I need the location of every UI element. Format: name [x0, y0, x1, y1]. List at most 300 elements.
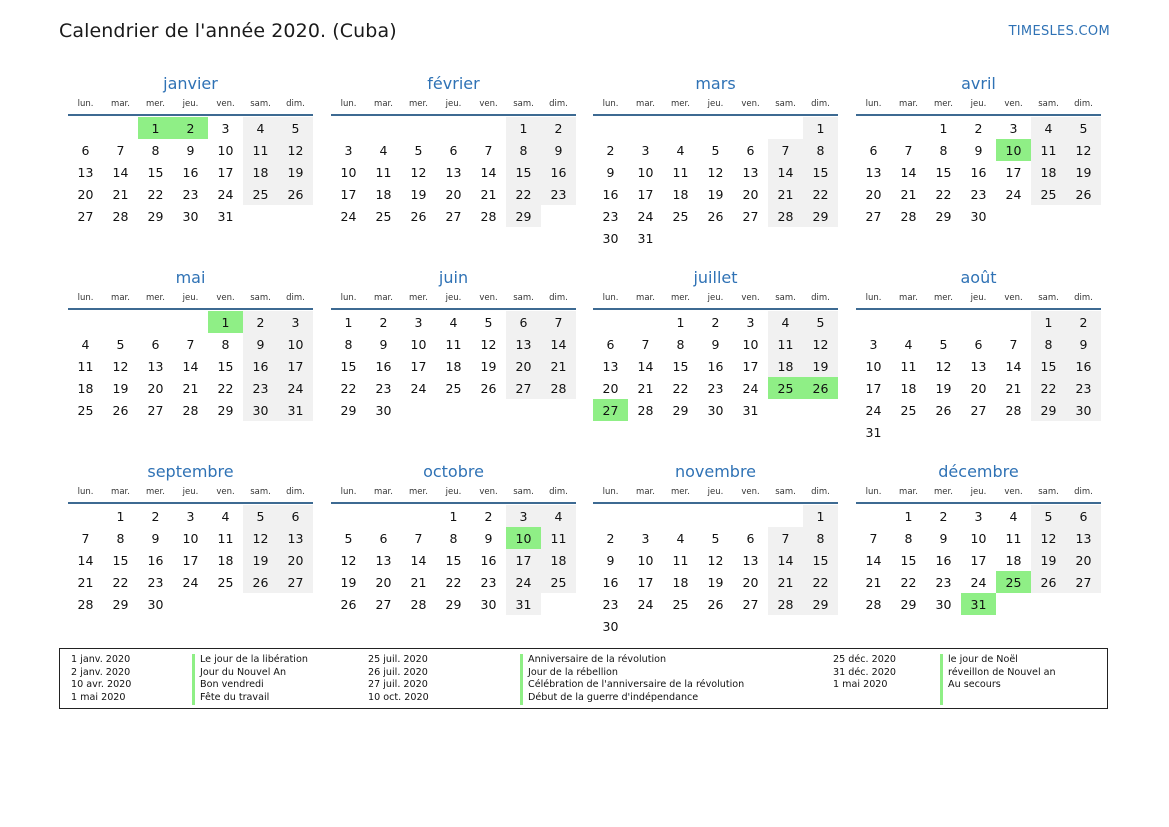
legend-holiday-name: le jour de Noël	[948, 654, 1018, 665]
day-cell: 21	[182, 380, 199, 396]
holiday-day-cell: 27	[593, 399, 628, 421]
day-cell: 8	[221, 336, 230, 352]
day-cell: 22	[147, 186, 164, 202]
day-cell: 30	[182, 208, 199, 224]
day-cell: 3	[641, 530, 650, 546]
day-cell: 17	[182, 552, 199, 568]
day-cell: 3	[221, 120, 230, 136]
day-cell: 26	[340, 596, 357, 612]
day-cell: 6	[746, 530, 755, 546]
day-cell: 2	[711, 314, 720, 330]
day-cell: 25	[1031, 183, 1066, 205]
day-cell: 8	[1031, 333, 1066, 355]
day-cell: 26	[707, 208, 724, 224]
day-cell: 13	[445, 164, 462, 180]
day-cell: 18	[445, 358, 462, 374]
day-cell: 10	[970, 530, 987, 546]
holiday-day-cell: 1	[138, 117, 173, 139]
weekday-label: dim.	[286, 293, 305, 303]
day-cell: 5	[939, 336, 948, 352]
day-cell: 22	[803, 571, 838, 593]
day-cell: 18	[672, 186, 689, 202]
holiday-day-cell: 10	[996, 139, 1031, 161]
day-cell: 13	[970, 358, 987, 374]
day-cell: 22	[803, 183, 838, 205]
empty-day-cell	[103, 117, 138, 139]
legend-holiday-name: Anniversaire de la révolution	[528, 654, 667, 665]
day-cell: 28	[480, 208, 497, 224]
day-cell: 13	[865, 164, 882, 180]
day-cell: 13	[1066, 527, 1101, 549]
day-cell: 20	[278, 549, 313, 571]
day-cell: 16	[243, 355, 278, 377]
weekday-label: dim.	[286, 99, 305, 109]
day-cell: 9	[541, 139, 576, 161]
day-cell: 19	[707, 574, 724, 590]
day-cell: 29	[935, 208, 952, 224]
weekday-label: mer.	[146, 99, 165, 109]
day-cell: 31	[865, 424, 882, 440]
weekday-label: sam.	[250, 99, 271, 109]
day-cell: 4	[1031, 117, 1066, 139]
holiday-legend	[59, 648, 1108, 709]
day-cell: 17	[410, 358, 427, 374]
day-cell: 2	[939, 508, 948, 524]
day-cell: 24	[865, 402, 882, 418]
day-cell: 1	[1031, 311, 1066, 333]
day-cell: 9	[606, 164, 615, 180]
day-cell: 27	[506, 377, 541, 399]
day-cell: 14	[865, 552, 882, 568]
brand-link[interactable]: TIMESLES.COM	[1008, 24, 1110, 39]
day-cell: 15	[803, 549, 838, 571]
day-cell: 12	[480, 336, 497, 352]
empty-day-cell	[856, 311, 891, 333]
day-cell: 1	[449, 508, 458, 524]
day-cell: 12	[935, 358, 952, 374]
day-cell: 22	[935, 186, 952, 202]
day-cell: 30	[935, 596, 952, 612]
weekday-label: dim.	[286, 487, 305, 497]
day-cell: 14	[541, 333, 576, 355]
day-cell: 10	[182, 530, 199, 546]
day-cell: 30	[1066, 399, 1101, 421]
month-block	[331, 74, 576, 227]
day-cell: 12	[707, 552, 724, 568]
legend-date: 10 oct. 2020	[368, 691, 429, 703]
weekday-label: lun.	[77, 99, 94, 109]
weekday-label: mar.	[899, 487, 918, 497]
days-grid	[856, 311, 1101, 443]
month-name: décembre	[938, 462, 1019, 481]
empty-day-cell	[471, 117, 506, 139]
weekday-label: dim.	[1074, 99, 1093, 109]
day-cell: 5	[484, 314, 493, 330]
day-cell: 17	[970, 552, 987, 568]
day-cell: 14	[410, 552, 427, 568]
day-cell: 28	[112, 208, 129, 224]
day-cell: 10	[637, 552, 654, 568]
day-cell: 29	[506, 205, 541, 227]
weekday-label: sam.	[775, 487, 796, 497]
legend-date: 27 juil. 2020	[368, 679, 428, 691]
day-cell: 30	[375, 402, 392, 418]
day-cell: 11	[672, 552, 689, 568]
day-cell: 23	[707, 380, 724, 396]
day-cell: 14	[637, 358, 654, 374]
day-cell: 24	[637, 208, 654, 224]
day-cell: 3	[974, 508, 983, 524]
day-cell: 1	[676, 314, 685, 330]
legend-color-bar	[940, 654, 943, 705]
day-cell: 28	[637, 402, 654, 418]
empty-day-cell	[436, 117, 471, 139]
day-cell: 2	[606, 142, 615, 158]
day-cell: 16	[602, 186, 619, 202]
day-cell: 16	[707, 358, 724, 374]
weekday-label: ven.	[216, 99, 235, 109]
day-cell: 23	[935, 574, 952, 590]
day-cell: 30	[480, 596, 497, 612]
weekday-label: mar.	[899, 99, 918, 109]
day-cell: 24	[340, 208, 357, 224]
month-divider	[856, 502, 1101, 504]
weekday-label: mer.	[671, 487, 690, 497]
day-cell: 7	[116, 142, 125, 158]
day-cell: 16	[541, 161, 576, 183]
legend-color-bar	[520, 654, 523, 705]
day-cell: 28	[865, 596, 882, 612]
day-cell: 17	[1005, 164, 1022, 180]
day-cell: 2	[379, 314, 388, 330]
day-cell: 9	[606, 552, 615, 568]
days-grid	[593, 117, 838, 249]
empty-day-cell	[663, 505, 698, 527]
empty-day-cell	[891, 117, 926, 139]
day-cell: 3	[1009, 120, 1018, 136]
day-cell: 23	[970, 186, 987, 202]
empty-day-cell	[173, 311, 208, 333]
weekday-label: mer.	[409, 293, 428, 303]
day-cell: 27	[445, 208, 462, 224]
weekday-header	[593, 98, 838, 111]
weekday-label: jeu.	[970, 293, 987, 303]
day-cell: 14	[900, 164, 917, 180]
empty-day-cell	[926, 311, 961, 333]
day-cell: 13	[742, 164, 759, 180]
day-cell: 15	[900, 552, 917, 568]
empty-day-cell	[628, 117, 663, 139]
holiday-day-cell: 2	[173, 117, 208, 139]
day-cell: 17	[278, 355, 313, 377]
day-cell: 24	[970, 574, 987, 590]
holiday-day-cell: 1	[208, 311, 243, 333]
days-grid	[331, 117, 576, 227]
day-cell: 20	[602, 380, 619, 396]
days-grid	[593, 311, 838, 421]
empty-day-cell	[68, 311, 103, 333]
day-cell: 7	[414, 530, 423, 546]
month-block	[593, 74, 838, 249]
day-cell: 28	[768, 593, 803, 615]
day-cell: 7	[904, 142, 913, 158]
day-cell: 26	[480, 380, 497, 396]
day-cell: 15	[147, 164, 164, 180]
day-cell: 23	[1066, 377, 1101, 399]
day-cell: 13	[77, 164, 94, 180]
day-cell: 8	[676, 336, 685, 352]
weekday-label: mar.	[374, 487, 393, 497]
day-cell: 9	[974, 142, 983, 158]
weekday-label: lun.	[340, 487, 357, 497]
day-cell: 12	[1066, 139, 1101, 161]
day-cell: 28	[182, 402, 199, 418]
day-cell: 28	[410, 596, 427, 612]
day-cell: 29	[1031, 399, 1066, 421]
day-cell: 14	[77, 552, 94, 568]
legend-dates-column	[368, 654, 429, 704]
day-cell: 22	[1031, 377, 1066, 399]
weekday-label: lun.	[865, 99, 882, 109]
day-cell: 22	[340, 380, 357, 396]
month-block	[68, 74, 313, 227]
weekday-label: lun.	[340, 99, 357, 109]
day-cell: 18	[768, 355, 803, 377]
holiday-day-cell: 25	[768, 377, 803, 399]
day-cell: 26	[243, 571, 278, 593]
weekday-label: jeu.	[970, 99, 987, 109]
day-cell: 4	[768, 311, 803, 333]
day-cell: 11	[768, 333, 803, 355]
day-cell: 20	[865, 186, 882, 202]
day-cell: 17	[217, 164, 234, 180]
day-cell: 11	[77, 358, 94, 374]
weekday-label: ven.	[479, 293, 498, 303]
weekday-label: lun.	[865, 293, 882, 303]
day-cell: 26	[410, 208, 427, 224]
day-cell: 30	[970, 208, 987, 224]
month-divider	[856, 114, 1101, 116]
weekday-label: sam.	[513, 99, 534, 109]
day-cell: 20	[1066, 549, 1101, 571]
day-cell: 11	[1031, 139, 1066, 161]
legend-date: 10 avr. 2020	[71, 679, 132, 691]
weekday-label: lun.	[602, 293, 619, 303]
month-name: septembre	[147, 462, 234, 481]
weekday-label: lun.	[77, 487, 94, 497]
weekday-label: mar.	[899, 293, 918, 303]
day-cell: 23	[147, 574, 164, 590]
day-cell: 4	[676, 530, 685, 546]
month-name: novembre	[674, 462, 757, 481]
day-cell: 21	[112, 186, 129, 202]
weekday-label: lun.	[602, 487, 619, 497]
day-cell: 8	[116, 530, 125, 546]
day-cell: 27	[375, 596, 392, 612]
day-cell: 21	[480, 186, 497, 202]
day-cell: 16	[1066, 355, 1101, 377]
weekday-label: jeu.	[445, 99, 462, 109]
day-cell: 18	[1031, 161, 1066, 183]
day-cell: 23	[602, 208, 619, 224]
day-cell: 25	[217, 574, 234, 590]
day-cell: 8	[904, 530, 913, 546]
weekday-label: sam.	[1038, 99, 1059, 109]
day-cell: 6	[506, 311, 541, 333]
weekday-label: lun.	[340, 293, 357, 303]
day-cell: 17	[340, 186, 357, 202]
day-cell: 15	[803, 161, 838, 183]
days-grid	[68, 505, 313, 615]
day-cell: 18	[541, 549, 576, 571]
empty-day-cell	[856, 505, 891, 527]
weekday-label: lun.	[77, 293, 94, 303]
day-cell: 17	[637, 574, 654, 590]
day-cell: 6	[746, 142, 755, 158]
day-cell: 4	[541, 505, 576, 527]
legend-holiday-name: Début de la guerre d'indépendance	[528, 691, 699, 703]
holiday-day-cell: 10	[506, 527, 541, 549]
legend-dates-column	[71, 654, 131, 704]
weekday-label: lun.	[602, 99, 619, 109]
day-cell: 22	[445, 574, 462, 590]
day-cell: 27	[742, 208, 759, 224]
day-cell: 6	[379, 530, 388, 546]
day-cell: 29	[217, 402, 234, 418]
holiday-day-cell: 25	[996, 571, 1031, 593]
day-cell: 24	[182, 574, 199, 590]
day-cell: 8	[939, 142, 948, 158]
day-cell: 1	[939, 120, 948, 136]
day-cell: 19	[935, 380, 952, 396]
day-cell: 29	[112, 596, 129, 612]
month-block	[856, 462, 1101, 615]
day-cell: 7	[768, 139, 803, 161]
day-cell: 2	[1066, 311, 1101, 333]
day-cell: 25	[541, 571, 576, 593]
month-divider	[68, 308, 313, 310]
day-cell: 12	[112, 358, 129, 374]
day-cell: 13	[602, 358, 619, 374]
empty-day-cell	[856, 117, 891, 139]
day-cell: 2	[243, 311, 278, 333]
day-cell: 20	[742, 574, 759, 590]
day-cell: 25	[77, 402, 94, 418]
legend-names-column	[948, 654, 1056, 692]
day-cell: 30	[147, 596, 164, 612]
weekday-label: dim.	[549, 293, 568, 303]
day-cell: 20	[506, 355, 541, 377]
days-grid	[68, 311, 313, 421]
day-cell: 9	[484, 530, 493, 546]
day-cell: 16	[375, 358, 392, 374]
weekday-label: dim.	[549, 99, 568, 109]
day-cell: 2	[151, 508, 160, 524]
month-name: juin	[438, 268, 469, 287]
weekday-label: jeu.	[445, 293, 462, 303]
day-cell: 11	[1005, 530, 1022, 546]
empty-day-cell	[628, 505, 663, 527]
day-cell: 22	[217, 380, 234, 396]
day-cell: 16	[970, 164, 987, 180]
month-divider	[331, 502, 576, 504]
day-cell: 13	[375, 552, 392, 568]
holiday-day-cell: 31	[961, 593, 996, 615]
day-cell: 19	[1031, 549, 1066, 571]
day-cell: 8	[506, 139, 541, 161]
day-cell: 6	[606, 336, 615, 352]
day-cell: 6	[974, 336, 983, 352]
weekday-label: mer.	[146, 487, 165, 497]
day-cell: 29	[340, 402, 357, 418]
day-cell: 29	[147, 208, 164, 224]
legend-holiday-name: Fête du travail	[200, 691, 270, 703]
day-cell: 20	[970, 380, 987, 396]
legend-holiday-name: Célébration de l'anniversaire de la révolution	[528, 679, 745, 691]
day-cell: 27	[77, 208, 94, 224]
weekday-label: jeu.	[182, 99, 199, 109]
weekday-label: dim.	[811, 487, 830, 497]
day-cell: 22	[112, 574, 129, 590]
day-cell: 4	[676, 142, 685, 158]
day-cell: 18	[243, 161, 278, 183]
legend-dates-column	[833, 654, 896, 692]
day-cell: 24	[1005, 186, 1022, 202]
day-cell: 28	[768, 205, 803, 227]
legend-date: 31 déc. 2020	[833, 666, 897, 678]
legend-date: 1 mai 2020	[71, 691, 126, 703]
day-cell: 10	[637, 164, 654, 180]
day-cell: 11	[445, 336, 462, 352]
day-cell: 23	[541, 183, 576, 205]
day-cell: 11	[541, 527, 576, 549]
day-cell: 31	[278, 399, 313, 421]
day-cell: 21	[637, 380, 654, 396]
day-cell: 21	[768, 571, 803, 593]
month-name: octobre	[423, 462, 484, 481]
empty-day-cell	[628, 311, 663, 333]
empty-day-cell	[663, 117, 698, 139]
day-cell: 16	[147, 552, 164, 568]
weekday-header	[331, 98, 576, 111]
month-divider	[593, 308, 838, 310]
weekday-label: sam.	[250, 293, 271, 303]
weekday-label: ven.	[741, 99, 760, 109]
day-cell: 6	[449, 142, 458, 158]
month-divider	[331, 114, 576, 116]
weekday-label: jeu.	[707, 99, 724, 109]
day-cell: 17	[637, 186, 654, 202]
month-block	[856, 268, 1101, 443]
day-cell: 4	[1009, 508, 1018, 524]
weekday-label: sam.	[775, 99, 796, 109]
day-cell: 1	[904, 508, 913, 524]
day-cell: 12	[340, 552, 357, 568]
month-block	[593, 268, 838, 421]
day-cell: 19	[243, 549, 278, 571]
day-cell: 18	[900, 380, 917, 396]
weekday-label: jeu.	[182, 293, 199, 303]
day-cell: 28	[900, 208, 917, 224]
day-cell: 8	[803, 139, 838, 161]
weekday-label: mer.	[671, 293, 690, 303]
day-cell: 7	[869, 530, 878, 546]
day-cell: 23	[182, 186, 199, 202]
day-cell: 25	[445, 380, 462, 396]
day-cell: 29	[900, 596, 917, 612]
day-cell: 15	[217, 358, 234, 374]
empty-day-cell	[593, 505, 628, 527]
